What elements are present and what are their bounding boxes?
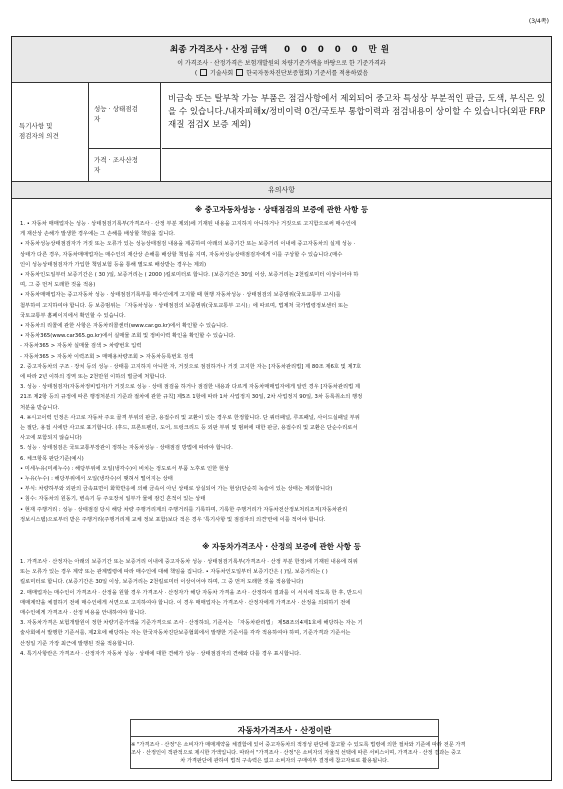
caution-line: • 누유(누수) : 해당부위에서 오일(냉각수)이 맺혀서 떨어지는 상태 bbox=[20, 476, 173, 482]
caution-line: 상태가 다른 경우, 자동차매매업자는 매수인의 재산상 손해를 배상할 책임을 지며, 자동차성능상태점검자에게 이를 구상할 수 있습니다.(매수 bbox=[20, 251, 343, 258]
appraisal-definition-line: 차 가격판단에 관하여 법적 구속력은 없고 소비자의 구매여부 결정에 참고자료로 활용됩니다. bbox=[180, 758, 389, 764]
caution-line: 게 재산상 손해가 발생한 경우에는 그 손해를 배상할 책임을 집니다. bbox=[20, 231, 175, 238]
final-price-section bbox=[12, 37, 551, 83]
caution-subheading-inspection: ※ 중고자동차성능 · 상태점검의 보증에 관한 사항 등 bbox=[194, 205, 369, 214]
caution-line: • 자동차365(www.car365.go.kr)에서 실매물 조회 및 정비이력 확인을 확인할 수 있습니다. bbox=[20, 333, 236, 340]
caution-line: 2. 매매업자는 매수인이 가격조사 · 산정을 원할 경우 가격조사 · 산정자가 해당 자동차 가격을 조사 · 산정하여 결과를 이 서식에 적도록 한 후, 반드시 bbox=[20, 589, 363, 596]
caution-line: 산정일 기준 가장 최근에 발행된 것을 적용합니다. bbox=[20, 640, 135, 647]
option-diagnosis-association: 한국자동차진단보증협회) 기준서를 적용하였음 bbox=[246, 70, 369, 77]
caution-line: 처분을 받습니다. bbox=[20, 404, 60, 411]
caution-line: 1. 가격조사 · 산정자는 아래의 보증기간 또는 보증거리 이내에 중고자동차 성능 · 상태점검기록부(가격조사 · 산정 부분 한정)에 기재된 내용에 허위 bbox=[20, 559, 358, 565]
caution-line: 6. 체크항목 판단기준(예시) bbox=[20, 455, 84, 462]
caution-line: - 자동차365 > 자동차 이력조회 > 매매용차량조회 > 자동차등록번호 검색 bbox=[20, 353, 194, 360]
caution-line: 또는 오류가 있는 경우 계약 또는 관계법령에 따라 매수인에 대해 책임을 집니다. • 자동차인도일부터 보증기간은 ( )일, 보증거리는 ( ) bbox=[20, 569, 328, 576]
caution-line: 2. 중고자동차의 구조 · 장치 등의 성능 · 상태를 고지하지 아니한 자, 거짓으로 점검하거나 거짓 고지한 자는 [자동차관리법] 제 80조 제6호 및 제7호 bbox=[20, 363, 362, 370]
form-frame bbox=[11, 36, 552, 781]
appraiser-label-cell bbox=[89, 149, 161, 182]
opinion-section bbox=[12, 83, 551, 182]
appraisal-definition-box bbox=[130, 719, 466, 769]
caution-line: 인이 성능상태점검자가 가입한 책임보험 등을 통해 별도로 배상받는 경우는 제외) bbox=[20, 261, 207, 268]
caution-line: 5. 성능 · 상태점검은 국토교통부장관이 정하는 자동차성능 · 상태점검 방법에 따라야 합니다. bbox=[20, 445, 233, 452]
note-open-paren: ( bbox=[194, 70, 198, 77]
caution-line: • 미세누유(미세누수) : 해당부위에 오일(냉각수)이 비치는 정도로서 부품 노후로 인한 현상 bbox=[20, 465, 230, 472]
caution-line: 국토교통부 홈페이지에서 확인할 수 있습니다. bbox=[20, 312, 126, 319]
caution-line: 매수인에게 가격조사 · 산정 비용을 안내하여야 합니다. bbox=[20, 610, 147, 616]
page-number: (3/4쪽) bbox=[528, 18, 549, 25]
opinion-side-label: 특기사항 및 점검자의 의견 bbox=[19, 122, 59, 140]
appraisal-definition-body bbox=[131, 741, 466, 765]
caution-line: • 침수: 자동차의 원동기, 변속기 등 주요장치 일부가 물에 잠긴 흔적이 있는 상태 bbox=[20, 496, 206, 503]
caution-line: 첨부하여 고지하여야 합니다. 등 보증범위는 「자동차성능 · 상태점검의 보증범위(국토교통부 고시)」에 따르며, 법제처 국가법령정보센터 또는 bbox=[20, 302, 349, 309]
option-engineers-association: 기술사회 bbox=[210, 70, 234, 77]
caution-line: 4. ※시고이력 인정은 사고로 자동차 주요 골격 부위의 판금, 용접수리 및 교환이 있는 경우로 한정합니다. 단 쿼터패널, 루프패널, 사이드실패널 부위 bbox=[20, 414, 360, 421]
inspector-opinion-cell[interactable] bbox=[162, 83, 551, 149]
caution-line: 정보시스템)으로부터 받은 주행거리(주행거리계 교체 정보 포함)보다 적은 경우 '특기사항 및 점검자의 의견'란에 이를 적어야 합니다. bbox=[20, 516, 326, 523]
caution-line: • 자동차인도일부터 보증기간은 ( 30 )일, 보증거리는 ( 2000 )킬로미터로 합니다. (보증기간은 30일 이상, 보증거리는 2천킬로미터 이상이어야 하 bbox=[20, 272, 359, 278]
appraisal-definition-line: 조사 · 산정인이 객관적으로 제시한 가액입니다. 따라서 "가격조사 · 산정"은 소비자의 자율적 선택에 따른 서비스이며, 가격조사 · 산정 결과는 중고 bbox=[131, 750, 461, 756]
caution-line: 4. 특기사항란은 가격조사 · 산정자가 자동차 성능 · 상태에 대한 견해가 성능 · 상태점검자의 견해와 다를 경우 표시합니다. bbox=[20, 650, 301, 657]
caution-line: 1. • 자동차 매매업자는 성능 · 상태점검기록부(가격조사 · 산정 부분 제외)에 기재된 내용을 고지하지 아니하거나 거짓으로 고지함으로써 매수인에 bbox=[20, 221, 356, 227]
caution-line: • 자동차매매업자는 중고자동차 성능 · 상태점검기록부를 매수인에게 고지할 때 현행 자동차성능 · 상태점검의 보증범위(국토교통부 고시)를 bbox=[20, 292, 341, 299]
caution-line: • 현재 주행거리 : 성능 · 상태점검 당시 해당 차량 주행거리계의 주행거리를 기록하며, 기록한 주행거리가 자동차전산정보처리조직(자동차관리 bbox=[20, 506, 348, 513]
caution-line: 는 절단, 용접 시에만 사고로 표기합니다. (후드, 프론트펜더, 도어, 트렁크리드 등 외판 부위 및 범퍼에 대한 판금, 용접수리 및 교환은 단순수리로서 bbox=[20, 425, 358, 431]
appraiser-label: 가격 · 조사산정 자 bbox=[94, 156, 138, 174]
appraisal-definition-title: 자동차가격조사 · 산정이란 bbox=[237, 726, 332, 735]
caution-line: • 부식: 차량하부와 외판의 금속표면이 화학반응에 의해 금속이 아닌 상태로 상실되어 가는 현상(단순히 녹슬어 있는 상태는 제외합니다) bbox=[20, 486, 333, 493]
caution-header: 유의사항 bbox=[12, 182, 551, 199]
final-price-amount[interactable]: 0 0 0 0 0 만원 bbox=[284, 45, 393, 55]
inspector-label-cell bbox=[89, 83, 161, 149]
final-price-note-1: 이 가격조사 · 산정가격은 보험개발원의 차량기준가액을 바탕으로 한 기준가격과 bbox=[177, 60, 386, 67]
checkbox-diagnosis-association[interactable] bbox=[236, 69, 243, 76]
appraisal-definition-line: ※ "가격조사 · 산정"은 소비자가 매매계약을 체결함에 있어 중고자동차의 적정성 판단에 참고할 수 있도록 법령에 의한 절차와 기준에 따라 전문 가격 bbox=[131, 742, 466, 748]
inspector-label: 성능 · 상태점검 자 bbox=[94, 105, 138, 123]
caution-line: 21조 제2항 등의 규정에 따른 행정처분의 기준과 절차에 관한 규칙] 제5조 1항에 따라 1차 사업정지 30일, 2차 사업정지 90일, 3차 등록취소의 행정 bbox=[20, 394, 363, 401]
opinion-side-cell bbox=[12, 83, 89, 182]
caution-line: • 자동차의 리콜에 관한 사항은 자동차리콜센터(www.car.go.kr)에서 확인할 수 있습니다. bbox=[20, 323, 228, 329]
final-price-note-2 bbox=[12, 68, 551, 77]
caution-line: - 자동차365 > 자동차 실매물 검색 > 차량번호 입력 bbox=[20, 343, 142, 350]
final-price-title: 최종 가격조사 · 산정 금액 bbox=[170, 45, 268, 55]
appraisal-definition-divider bbox=[131, 736, 438, 737]
caution-subheading-appraisal: ※ 자동차가격조사 · 산정의 보증에 관한 사항 등 bbox=[202, 542, 361, 551]
caution-line: 매매계약을 체결하기 전에 매수인에게 서면으로 고지하여야 합니다. 이 경우 매매업자는 가격조사 · 산정자에게 가격조사 · 산정을 의뢰하기 전에 bbox=[20, 599, 351, 606]
caution-line: 킬로미터로 합니다. (보증기간은 30일 이상, 보증거리는 2천킬로미터 이상이어야 하며, 그 중 먼저 도래한 것을 적용합니다) bbox=[20, 579, 304, 586]
caution-line: • 자동차성능상태점검자가 거짓 또는 오류가 있는 성능상태점검 내용을 제공하여 아래의 보증기간 또는 보증거리 이내에 중고자동차의 실제 성능 · bbox=[20, 241, 356, 248]
final-price-row bbox=[12, 43, 551, 55]
caution-line: 사고에 포함되지 않습니다) bbox=[20, 435, 82, 442]
checkbox-engineers-association[interactable] bbox=[200, 69, 207, 76]
caution-line: 며, 그 중 먼저 도래한 것을 적용) bbox=[20, 282, 96, 289]
caution-line: 술사회에서 발행한 기준서를, 제2호에 해당하는 자는 한국자동차진단보증협회에서 발행한 기준서를 각각 적용하여야 하며, 기준가격과 기준서는 bbox=[20, 630, 351, 637]
caution-line: 에 따라 2년 이하의 징역 또는 2천만원 이하의 벌금에 처합니다. bbox=[20, 374, 167, 380]
caution-line: 3. 자동차가격은 보험개발원이 정한 차량기준가액을 기준가격으로 조사 · 산정하되, 기준서는 「자동차관리법」 제58조의4제1호에 해당하는 자는 기 bbox=[20, 620, 363, 627]
inspector-opinion-text: 비금속 또는 탈부착 가능 부품은 점검사항에서 제외되어 중고차 특성상 부분적인 판금, 도색, 부식은 있을 수 있습니다./내자피해x/정비이력 0건/국토부 통합이력과 점검내용이 상이할 수 있습니다(외판 FRP 재질 점검X 보증 제외) bbox=[168, 94, 546, 130]
caution-line: 3. 성능 · 상태점검자(자동차정비업자)가 거짓으로 성능 · 상태 점검을 하거나 점검한 내용과 다르게 자동차매매업자에게 알린 경우 [자동차관리법 제 bbox=[20, 384, 361, 391]
